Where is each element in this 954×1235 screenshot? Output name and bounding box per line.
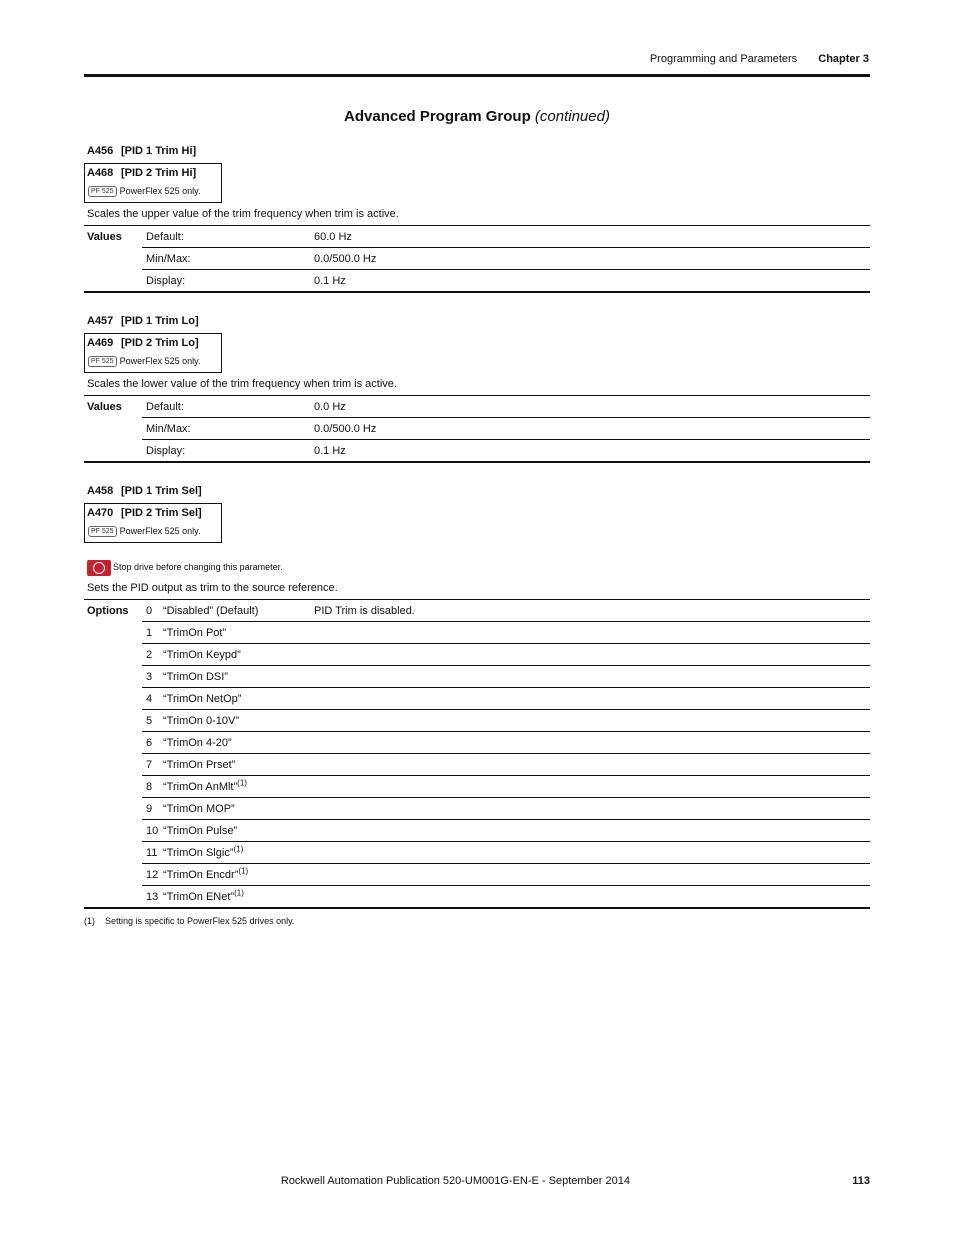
table-row xyxy=(84,732,870,754)
param-number: A458 xyxy=(87,485,114,497)
table-row xyxy=(84,248,870,270)
alt-param-note: PowerFlex 525 only. xyxy=(119,356,201,366)
header-rule xyxy=(84,74,870,77)
value-val: 0.1 Hz xyxy=(314,270,870,293)
option-description xyxy=(314,732,870,754)
footnote-ref: (1) xyxy=(237,777,247,787)
option-label-cell xyxy=(163,886,314,909)
option-description xyxy=(314,864,870,886)
publication-info: Rockwell Automation Publication 520-UM001G-EN-E - September 2014 xyxy=(280,1175,630,1187)
table-row xyxy=(84,226,870,248)
value-val: 0.0/500.0 Hz xyxy=(314,418,870,440)
option-label: “TrimOn Pulse” xyxy=(163,824,238,837)
option-label: “TrimOn 0-10V” xyxy=(163,714,239,727)
option-label-cell xyxy=(163,710,314,732)
section-title-suffix: (continued) xyxy=(534,108,610,125)
value-val: 0.0 Hz xyxy=(314,400,346,413)
page-number: 113 xyxy=(852,1175,870,1187)
option-label: “TrimOn MOP” xyxy=(163,802,235,815)
option-number: 2 xyxy=(142,644,163,666)
footnote-ref: (1) xyxy=(238,865,249,875)
value-val: 60.0 Hz xyxy=(314,230,352,243)
options-table xyxy=(84,599,870,909)
table-row xyxy=(84,396,870,418)
footnote-number: (1) xyxy=(84,916,95,926)
option-number: 8 xyxy=(142,776,163,798)
option-description xyxy=(314,820,870,842)
value-key: Default: xyxy=(146,400,184,413)
footnote-text: Setting is specific to PowerFlex 525 drives only. xyxy=(105,916,295,926)
table-row xyxy=(84,270,870,293)
option-description xyxy=(314,776,870,798)
option-number: 5 xyxy=(142,710,163,732)
table-row xyxy=(84,886,870,909)
option-label-cell xyxy=(163,776,314,798)
option-number: 7 xyxy=(142,754,163,776)
values-table xyxy=(84,225,870,293)
option-label-cell xyxy=(163,666,314,688)
alt-param-name: [PID 2 Trim Lo] xyxy=(121,337,199,349)
option-label-cell xyxy=(163,820,314,842)
table-row xyxy=(84,666,870,688)
option-label-cell xyxy=(163,754,314,776)
alt-param-number: A469 xyxy=(87,337,114,349)
table-row xyxy=(84,600,870,622)
option-label: “TrimOn Slgic” xyxy=(163,846,234,859)
alt-param-note: PowerFlex 525 only. xyxy=(119,526,201,536)
option-number: 6 xyxy=(142,732,163,754)
table-row xyxy=(84,754,870,776)
option-label: “TrimOn DSI” xyxy=(163,670,228,683)
option-label-cell xyxy=(163,644,314,666)
stop-drive-note xyxy=(84,557,870,577)
param-name: [PID 1 Trim Lo] xyxy=(121,315,199,327)
param-name: [PID 1 Trim Sel] xyxy=(121,485,202,497)
param-heading xyxy=(84,141,870,161)
table-row xyxy=(84,688,870,710)
param-block-a458 xyxy=(84,481,870,909)
table-row xyxy=(84,622,870,644)
param-block-a456 xyxy=(84,141,870,293)
option-label-cell xyxy=(163,798,314,820)
alt-param-number: A468 xyxy=(87,167,114,179)
header-section: Programming and Parameters xyxy=(649,53,798,65)
option-label-cell xyxy=(163,864,314,886)
value-key: Default: xyxy=(146,230,184,243)
alt-param-box xyxy=(84,333,222,373)
table-row xyxy=(84,418,870,440)
option-number: 0 xyxy=(146,604,153,617)
option-description xyxy=(314,688,870,710)
options-label: Options xyxy=(87,604,129,617)
values-label: Values xyxy=(87,230,122,243)
option-label: “TrimOn ENet” xyxy=(163,890,235,903)
option-number: 9 xyxy=(142,798,163,820)
footnote xyxy=(84,916,294,926)
stop-drive-icon xyxy=(87,560,111,576)
alt-param-box xyxy=(84,503,222,543)
option-label-cell xyxy=(163,688,314,710)
option-description xyxy=(314,842,870,864)
value-key: Min/Max: xyxy=(142,248,314,270)
option-label: “TrimOn AnMlt” xyxy=(163,780,238,793)
table-row xyxy=(84,710,870,732)
alt-param-name: [PID 2 Trim Sel] xyxy=(121,507,202,519)
value-key: Display: xyxy=(142,270,314,293)
option-number: 1 xyxy=(142,622,163,644)
footnote-ref: (1) xyxy=(234,887,244,897)
param-number: A457 xyxy=(87,315,114,327)
option-number: 12 xyxy=(142,864,163,886)
option-label: “TrimOn Keypd” xyxy=(163,648,241,661)
param-name: [PID 1 Trim Hi] xyxy=(121,145,197,157)
option-label: “TrimOn Pot” xyxy=(163,626,227,639)
table-row xyxy=(84,776,870,798)
option-number: 3 xyxy=(142,666,163,688)
option-description xyxy=(314,754,870,776)
value-val: 0.1 Hz xyxy=(314,440,870,463)
pf525-badge-icon: PF 525 xyxy=(88,356,117,367)
alt-param-name: [PID 2 Trim Hi] xyxy=(121,167,197,179)
option-description xyxy=(314,886,870,909)
param-number: A456 xyxy=(87,145,114,157)
table-row xyxy=(84,644,870,666)
values-label: Values xyxy=(87,400,122,413)
running-header xyxy=(650,53,869,65)
table-row xyxy=(84,842,870,864)
alt-param-number: A470 xyxy=(87,507,114,519)
option-label: “Disabled” (Default) xyxy=(163,604,259,617)
table-row xyxy=(84,798,870,820)
option-label: “TrimOn NetOp” xyxy=(163,692,242,705)
param-description: Scales the upper value of the trim frequency when trim is active. xyxy=(87,208,399,220)
param-description: Scales the lower value of the trim frequency when trim is active. xyxy=(87,378,397,390)
values-table xyxy=(84,395,870,463)
value-key: Min/Max: xyxy=(142,418,314,440)
header-chapter: Chapter 3 xyxy=(818,53,869,65)
option-number: 11 xyxy=(142,842,163,864)
table-row xyxy=(84,440,870,463)
option-label-cell xyxy=(163,622,314,644)
option-number: 10 xyxy=(142,820,163,842)
pf525-badge-icon: PF 525 xyxy=(88,186,117,197)
option-label: “TrimOn 4-20” xyxy=(163,736,232,749)
alt-param-box xyxy=(84,163,222,203)
table-row xyxy=(84,864,870,886)
option-label-cell xyxy=(163,600,314,622)
param-heading xyxy=(84,481,870,501)
option-number: 4 xyxy=(142,688,163,710)
pf525-badge-icon: PF 525 xyxy=(88,526,117,537)
option-label-cell xyxy=(163,732,314,754)
option-description xyxy=(314,798,870,820)
option-description xyxy=(314,644,870,666)
option-description xyxy=(314,666,870,688)
param-description: Sets the PID output as trim to the source reference. xyxy=(87,582,338,594)
option-label: “TrimOn Prset” xyxy=(163,758,236,771)
option-description xyxy=(314,622,870,644)
option-label: “TrimOn Encdr” xyxy=(163,868,239,881)
section-title xyxy=(84,108,870,125)
section-title-main: Advanced Program Group xyxy=(344,108,531,125)
option-description xyxy=(314,710,870,732)
value-val: 0.0/500.0 Hz xyxy=(314,248,870,270)
alt-param-note: PowerFlex 525 only. xyxy=(119,186,201,196)
option-description: PID Trim is disabled. xyxy=(314,604,415,617)
param-heading xyxy=(84,311,870,331)
option-number: 13 xyxy=(142,886,163,909)
param-block-a457 xyxy=(84,311,870,463)
table-row xyxy=(84,820,870,842)
footnote-ref: (1) xyxy=(233,843,244,853)
value-key: Display: xyxy=(142,440,314,463)
option-label-cell xyxy=(163,842,314,864)
stop-drive-text: Stop drive before changing this parameter. xyxy=(113,562,283,572)
